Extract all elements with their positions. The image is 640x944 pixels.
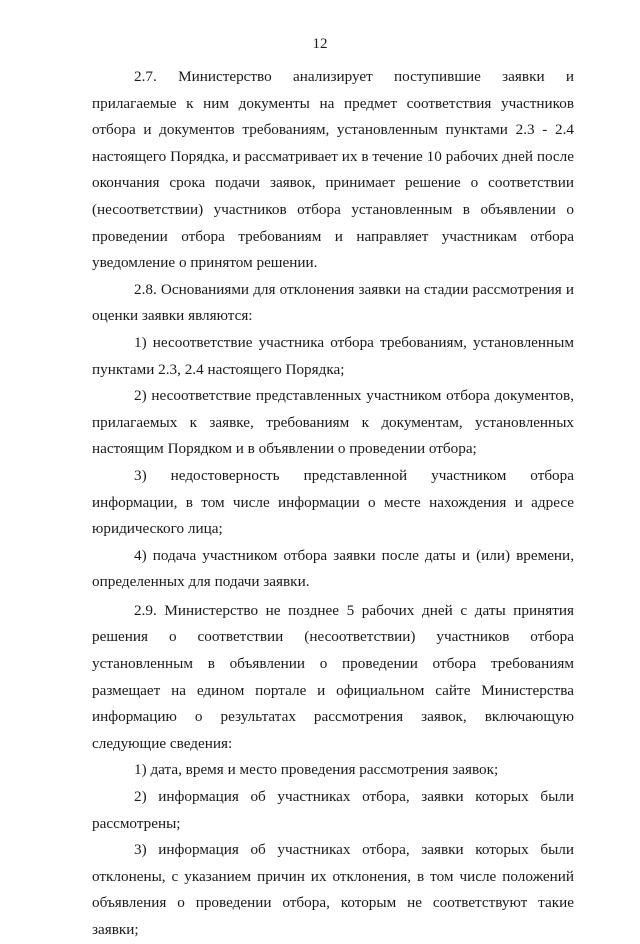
page-number: 12	[312, 36, 328, 52]
list-item-2-9-1: 1) дата, время и место проведения рассмотрения заявок;	[134, 761, 499, 779]
paragraph-2-8: 2.8. Основаниями для отклонения заявки на стадии рассмотрения и оценки заявки являются:	[92, 280, 574, 325]
list-item-2-8-1: 1) несоответствие участника отбора требованиям, установленным пунктами 2.3, 2.4 настоящего Порядка;	[92, 333, 574, 378]
paragraph-2-9: 2.9. Министерство не позднее 5 рабочих дней с даты принятия решения о соответствии (несоответствии) участников отбора установленным в объявлении о проведении отбора требованиям размещает на едином портале и официальном сайте Министерства информацию о результатах рассмотрения заявок, включающую следующие сведения:	[92, 601, 574, 752]
list-item-2-8-2: 2) несоответствие представленных участником отбора документов, прилагаемых к заявке, требованиям к документам, установленных настоящим Порядком и в объявлении о проведении отбора;	[92, 387, 574, 458]
paragraph-2-7: 2.7. Министерство анализирует поступившие заявки и прилагаемые к ним документы на предмет соответствия участников отбора и документов требованиям, установленным пунктами 2.3 - 2.4 настоящего Порядка, и рассматривает их в течение 10 рабочих дней после окончания срока подачи заявок, принимает решение о соответствии (несоответствии) участников отбора установленным в объявлении о проведении отбора требованиям и направляет участникам отбора уведомление о принятом решении.	[92, 68, 574, 272]
list-item-2-8-3: 3) недостоверность представленной участником отбора информации, в том числе информации о месте нахождения и адресе юридического лица;	[92, 466, 574, 538]
list-item-2-8-4: 4) подача участником отбора заявки после даты и (или) времени, определенных для подачи заявки.	[92, 546, 574, 591]
list-item-2-9-3: 3) информация об участниках отбора, заявки которых были отклонены, с указанием причин их отклонения, в том числе положений объявления о проведении отбора, которым не соответствуют такие заявки;	[92, 841, 574, 938]
list-item-2-9-2: 2) информация об участниках отбора, заявки которых были рассмотрены;	[92, 788, 574, 832]
document-body	[92, 64, 574, 944]
